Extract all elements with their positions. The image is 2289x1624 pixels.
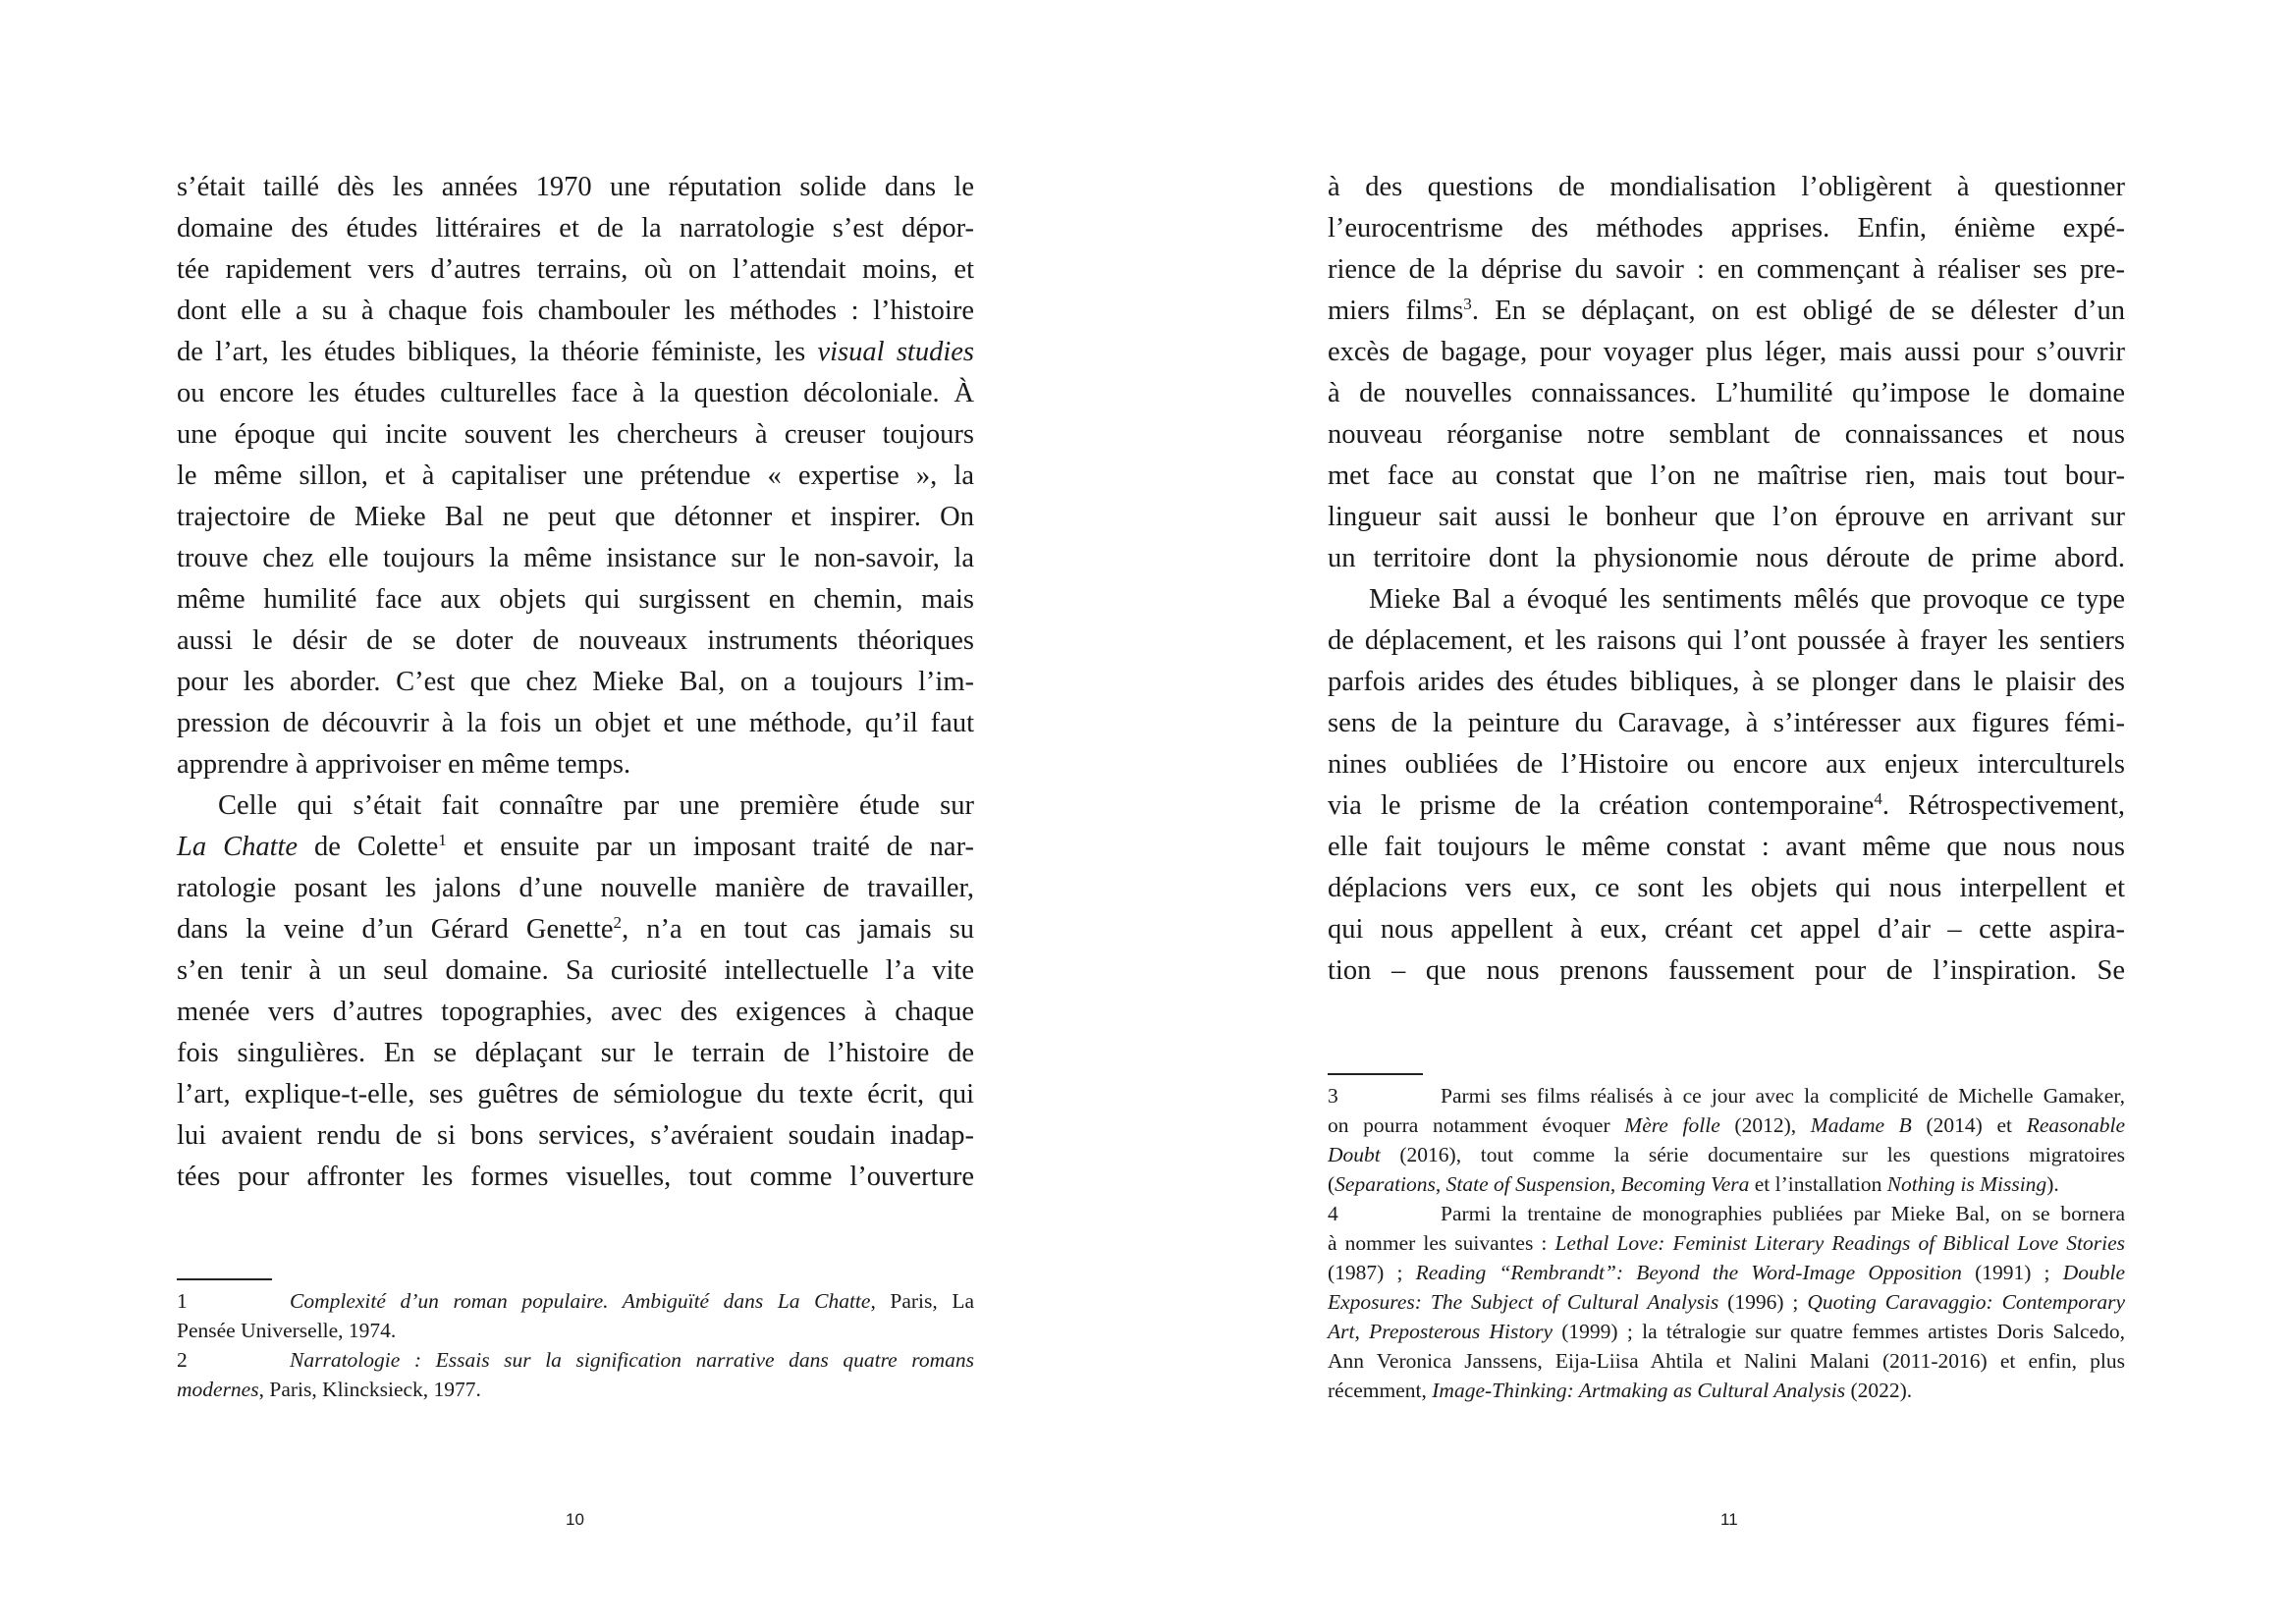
italic-title: Reading “Rembrandt”: Beyond the Word-Image Opposition	[1415, 1261, 1962, 1284]
text-line	[177, 1157, 974, 1198]
text-segment: (1999) ; la tétralogie sur quatre femmes artistes Doris Salcedo,	[1552, 1320, 2125, 1343]
text-line	[1328, 950, 2125, 992]
text-line	[1328, 785, 2125, 827]
text-line	[177, 497, 974, 538]
text-segment: récemment,	[1328, 1379, 1433, 1402]
footnote-number: 3	[1328, 1084, 1338, 1108]
text-line	[177, 621, 974, 662]
text-segment: à de nouvelles connaissances. L’humilité qu’impose le domaine	[1328, 378, 2125, 408]
italic-title: Narratologie : Essais sur la signification narrative dans quatre romans	[290, 1348, 974, 1372]
text-segment: pression de découvrir à la fois un objet et une méthode, qu’il faut	[177, 708, 974, 738]
italic-title: Complexité d’un roman populaire. Ambiguïté dans La Chatte	[290, 1289, 871, 1313]
text-segment: Pensée Universelle, 1974.	[177, 1319, 397, 1342]
text-segment: , n’a en tout cas jamais su	[622, 914, 974, 945]
text-segment: à des questions de mondialisation l’obligèrent à questionner	[1328, 172, 2125, 202]
footnote-line	[1328, 1317, 2125, 1346]
text-line	[177, 662, 974, 703]
text-segment: un territoire dont la physionomie nous déroute de prime abord.	[1328, 543, 2125, 573]
text-segment: (1987) ;	[1328, 1261, 1416, 1284]
text-segment: Ann Veronica Janssens, Eija-Liisa Ahtila et Nalini Malani (2011-2016) et enfin, plus	[1328, 1349, 2125, 1373]
text-segment: le même sillon, et à capitaliser une prétendue « expertise », la	[177, 460, 974, 491]
text-segment: même humilité face aux objets qui surgissent en chemin, mais	[177, 584, 974, 615]
footnote-line	[177, 1375, 974, 1404]
text-line	[177, 208, 974, 249]
italic-title: visual studies	[817, 337, 974, 367]
footnote-reference: 2	[613, 912, 623, 932]
text-segment: rience de la déprise du savoir : en commençant à réaliser ses pre-	[1328, 254, 2125, 285]
text-line	[177, 744, 974, 785]
text-segment: déplacions vers eux, ce sont les objets qui nous interpellent et	[1328, 873, 2125, 903]
footnote-separator	[177, 1278, 272, 1280]
text-line	[1328, 332, 2125, 373]
text-segment: dans la veine d’un Gérard Genette	[177, 914, 614, 945]
text-segment: de l’art, les études bibliques, la théorie féministe, les	[177, 337, 818, 367]
text-line	[1328, 827, 2125, 868]
text-line	[177, 785, 974, 827]
text-line	[1328, 909, 2125, 950]
text-line	[177, 373, 974, 414]
footnote-reference: 3	[1463, 294, 1472, 313]
text-segment: ).	[2046, 1172, 2059, 1196]
text-segment: (2012),	[1719, 1113, 1811, 1137]
text-segment: (	[1328, 1172, 1335, 1196]
text-line	[1328, 662, 2125, 703]
footnote-line	[177, 1286, 974, 1316]
text-segment: on pourra notamment évoquer	[1328, 1113, 1625, 1137]
italic-title: La Chatte	[177, 832, 299, 862]
text-segment: lingueur sait aussi le bonheur que l’on éprouve en arrivant sur	[1328, 502, 2125, 532]
text-segment: dont elle a su à chaque fois chambouler les méthodes : l’histoire	[177, 296, 974, 326]
text-line	[177, 249, 974, 291]
text-line	[177, 579, 974, 621]
text-segment: domaine des études littéraires et de la narratologie s’est dépor-	[177, 213, 974, 244]
text-line	[1328, 208, 2125, 249]
italic-title: Reasonable	[2026, 1113, 2125, 1137]
text-line	[1328, 703, 2125, 744]
italic-title: Mère folle	[1624, 1113, 1720, 1137]
text-line	[1328, 621, 2125, 662]
footnote-line	[1328, 1376, 2125, 1405]
text-segment: Celle qui s’était fait connaître par une première étude sur	[218, 790, 974, 821]
footnote-number: 1	[177, 1289, 188, 1313]
text-line	[177, 291, 974, 332]
text-line	[177, 827, 974, 868]
text-segment: l’art, explique-t-elle, ses guêtres de sémiologue du texte écrit, qui	[177, 1079, 974, 1110]
text-segment: et ensuite par un imposant traité de nar-	[446, 832, 974, 862]
text-segment: nines oubliées de l’Histoire ou encore aux enjeux interculturels	[1328, 749, 2125, 780]
text-line	[1328, 868, 2125, 909]
text-segment: sens de la peinture du Caravage, à s’intéresser aux figures fémi-	[1328, 708, 2125, 738]
text-segment: miers films	[1328, 296, 1464, 326]
text-line	[177, 1115, 974, 1157]
text-line	[177, 992, 974, 1033]
text-line	[177, 909, 974, 950]
text-segment: et l’installation	[1749, 1172, 1887, 1196]
text-segment: excès de bagage, pour voyager plus léger, mais aussi pour s’ouvrir	[1328, 337, 2125, 367]
text-segment: s’était taillé dès les années 1970 une réputation solide dans le	[177, 172, 974, 202]
footnote-line	[1328, 1228, 2125, 1258]
footnote-line	[1328, 1258, 2125, 1287]
text-line	[1328, 249, 2125, 291]
body-text	[1328, 167, 2125, 992]
italic-title: Nothing is Missing	[1886, 1172, 2047, 1196]
text-segment: (1996) ;	[1718, 1290, 1808, 1314]
italic-title: Lethal Love: Feminist Literary Readings of Biblical Love Stories	[1554, 1231, 2125, 1255]
italic-title: Image-Thinking: Artmaking as Cultural Analysis	[1432, 1379, 1846, 1402]
text-segment: , Paris, Klincksieck, 1977.	[258, 1378, 481, 1401]
italic-title: Quoting Caravaggio: Contemporary	[1807, 1290, 2125, 1314]
text-line	[177, 1074, 974, 1115]
text-line	[1328, 456, 2125, 497]
text-segment: tion – que nous prenons faussement pour de l’inspiration. Se	[1328, 955, 2125, 986]
text-line	[177, 414, 974, 456]
text-segment: ,	[1435, 1172, 1446, 1196]
right-page	[1145, 0, 2289, 1624]
body-text	[177, 167, 974, 1198]
text-line	[1328, 373, 2125, 414]
text-segment: . Rétrospectivement,	[1881, 790, 2125, 821]
text-segment: trouve chez elle toujours la même insistance sur le non-savoir, la	[177, 543, 974, 573]
text-line	[177, 538, 974, 579]
italic-title: Madame B	[1810, 1113, 1912, 1137]
left-page	[0, 0, 1144, 1624]
text-segment: parfois arides des études bibliques, à se plonger dans le plaisir des	[1328, 667, 2125, 697]
text-line	[1328, 414, 2125, 456]
footnote-separator	[1328, 1073, 1423, 1075]
text-segment: s’en tenir à un seul domaine. Sa curiosité intellectuelle l’a vite	[177, 955, 974, 986]
italic-title: Becoming Vera	[1620, 1172, 1750, 1196]
text-line	[1328, 291, 2125, 332]
footnote-reference: 1	[438, 830, 447, 849]
footnote-line	[177, 1345, 974, 1375]
text-segment: à nommer les suivantes :	[1328, 1231, 1555, 1255]
text-segment: Parmi ses films réalisés à ce jour avec la complicité de Michelle Gamaker,	[1441, 1084, 2125, 1108]
text-segment: de Colette	[298, 832, 439, 862]
footnotes	[177, 1286, 974, 1404]
footnote-line	[1328, 1081, 2125, 1110]
text-line	[1328, 744, 2125, 785]
footnote-line	[1328, 1346, 2125, 1376]
footnote-line	[1328, 1140, 2125, 1169]
text-segment: elle fait toujours le même constat : avant même que nous nous	[1328, 832, 2125, 862]
text-segment: tées pour affronter les formes visuelles, tout comme l’ouverture	[177, 1162, 974, 1192]
italic-title: Separations	[1335, 1172, 1436, 1196]
text-segment: apprendre à apprivoiser en même temps.	[177, 749, 631, 780]
page-number: 10	[566, 1510, 584, 1529]
footnote-line	[1328, 1169, 2125, 1199]
footnote-number: 2	[177, 1348, 188, 1372]
text-segment: nouveau réorganise notre semblant de connaissances et nous	[1328, 419, 2125, 450]
text-line	[1328, 579, 2125, 621]
text-segment: met face au constat que l’on ne maîtrise rien, mais tout bour-	[1328, 460, 2125, 491]
text-line	[177, 456, 974, 497]
text-segment: Mieke Bal a évoqué les sentiments mêlés que provoque ce type	[1369, 584, 2125, 615]
text-line	[1328, 167, 2125, 208]
footnote-line	[1328, 1199, 2125, 1228]
footnotes	[1328, 1081, 2125, 1405]
text-segment: (2022).	[1845, 1379, 1913, 1402]
footnote-reference: 4	[1874, 788, 1882, 808]
text-segment: (1991) ;	[1961, 1261, 2063, 1284]
text-segment: lui avaient rendu de si bons services, s’avéraient soudain inadap-	[177, 1120, 974, 1151]
text-segment: , Paris, La	[870, 1289, 974, 1313]
text-segment: ratologie posant les jalons d’une nouvelle manière de travailler,	[177, 873, 974, 903]
text-segment: trajectoire de Mieke Bal ne peut que détonner et inspirer. On	[177, 502, 974, 532]
text-segment: ,	[1609, 1172, 1621, 1196]
italic-title: Doubt	[1328, 1143, 1381, 1166]
italic-title: Exposures: The Subject of Cultural Analysis	[1328, 1290, 1719, 1314]
text-line	[177, 167, 974, 208]
italic-title: Double	[2062, 1261, 2125, 1284]
footnote-line	[1328, 1110, 2125, 1140]
text-segment: Parmi la trentaine de monographies publiées par Mieke Bal, on se bornera	[1441, 1202, 2125, 1225]
text-segment: tée rapidement vers d’autres terrains, où on l’attendait moins, et	[177, 254, 974, 285]
footnote-line	[177, 1316, 974, 1345]
text-segment: fois singulières. En se déplaçant sur le terrain de l’histoire de	[177, 1038, 974, 1068]
text-segment: ou encore les études culturelles face à la question décoloniale. À	[177, 378, 974, 408]
text-segment: pour les aborder. C’est que chez Mieke Bal, on a toujours l’im-	[177, 667, 974, 697]
text-segment: l’eurocentrisme des méthodes apprises. Enfin, énième expé-	[1328, 213, 2125, 244]
footnote-number: 4	[1328, 1202, 1338, 1225]
text-segment: qui nous appellent à eux, créant cet appel d’air – cette aspira-	[1328, 914, 2125, 945]
italic-title: Art, Preposterous History	[1328, 1320, 1553, 1343]
text-line	[1328, 497, 2125, 538]
text-segment: via le prisme de la création contemporaine	[1328, 790, 1875, 821]
page-number: 11	[1720, 1510, 1738, 1529]
text-segment: menée vers d’autres topographies, avec des exigences à chaque	[177, 997, 974, 1027]
text-line	[177, 332, 974, 373]
text-segment: de déplacement, et les raisons qui l’ont poussée à frayer les sentiers	[1328, 625, 2125, 656]
italic-title: modernes	[177, 1378, 259, 1401]
text-line	[1328, 538, 2125, 579]
text-segment: une époque qui incite souvent les chercheurs à creuser toujours	[177, 419, 974, 450]
text-line	[177, 868, 974, 909]
text-segment: (2014) et	[1911, 1113, 2027, 1137]
italic-title: State of Suspension	[1445, 1172, 1610, 1196]
text-segment: . En se déplaçant, on est obligé de se délester d’un	[1471, 296, 2126, 326]
text-line	[177, 950, 974, 992]
text-line	[177, 1033, 974, 1074]
text-segment: (2016), tout comme la série documentaire sur les questions migratoires	[1380, 1143, 2125, 1166]
text-line	[177, 703, 974, 744]
text-segment: aussi le désir de se doter de nouveaux instruments théoriques	[177, 625, 974, 656]
footnote-line	[1328, 1287, 2125, 1317]
